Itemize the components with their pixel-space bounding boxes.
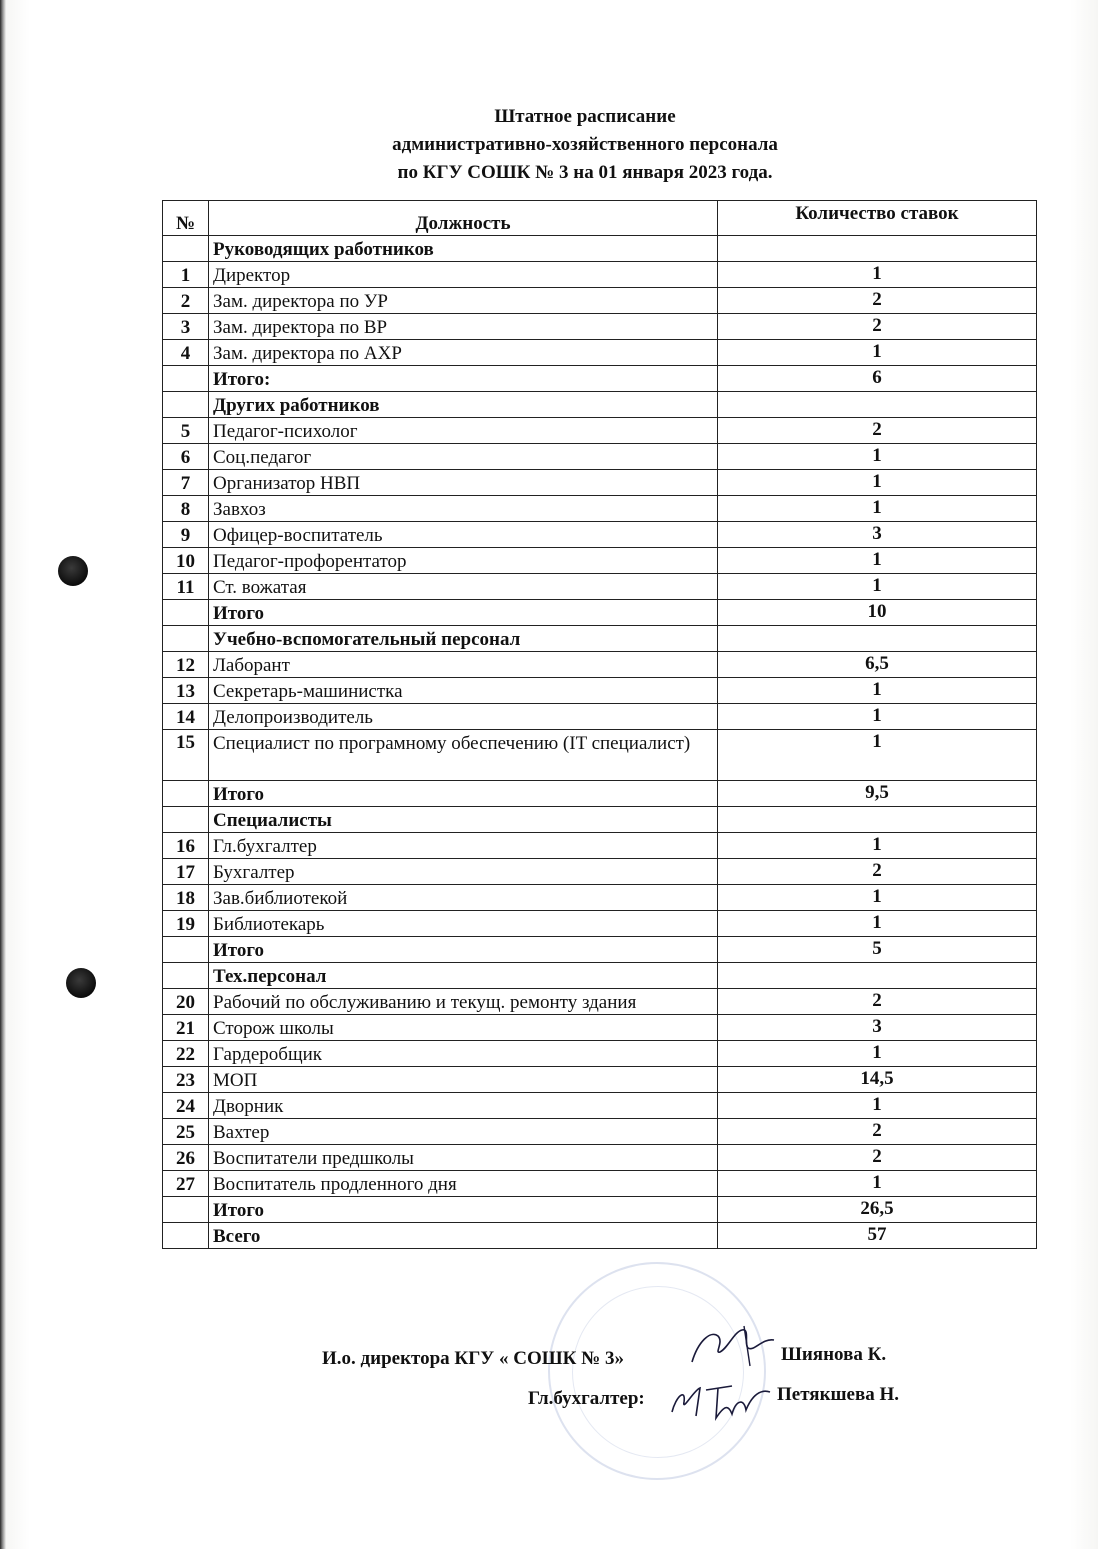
- table-body: [163, 236, 1037, 1249]
- section-title: Учебно-вспомогательный персонал: [209, 626, 718, 652]
- position-name: Сторож школы: [209, 1015, 718, 1041]
- position-name: Завхоз: [209, 496, 718, 522]
- position-name: МОП: [209, 1067, 718, 1093]
- quantity-value: 2: [718, 288, 1037, 314]
- table-row: [163, 1145, 1037, 1171]
- quantity-value: 2: [718, 314, 1037, 340]
- row-number: 1: [163, 262, 209, 288]
- header-quantity: Количество ставок: [718, 201, 1037, 236]
- table-row: [163, 340, 1037, 366]
- row-number: 27: [163, 1171, 209, 1197]
- row-number: 3: [163, 314, 209, 340]
- quantity-value: 2: [718, 859, 1037, 885]
- total-label: Итого: [209, 781, 718, 807]
- row-number: 20: [163, 989, 209, 1015]
- row-number: 18: [163, 885, 209, 911]
- quantity-value: 2: [718, 1119, 1037, 1145]
- quantity-value: 6,5: [718, 652, 1037, 678]
- section-title: Тех.персонал: [209, 963, 718, 989]
- quantity-value: 2: [718, 418, 1037, 444]
- section-row: [163, 392, 1037, 418]
- table-row: [163, 1119, 1037, 1145]
- position-name: Рабочий по обслуживанию и текущ. ремонту здания: [209, 989, 718, 1015]
- row-number: 25: [163, 1119, 209, 1145]
- table-row: [163, 911, 1037, 937]
- position-name: Педагог-профорентатор: [209, 548, 718, 574]
- quantity-value: 1: [718, 340, 1037, 366]
- row-number: [163, 937, 209, 963]
- position-name: Директор: [209, 262, 718, 288]
- quantity-value: 6: [718, 366, 1037, 392]
- row-number: [163, 807, 209, 833]
- position-name: Зам. директора по УР: [209, 288, 718, 314]
- quantity-value: 10: [718, 600, 1037, 626]
- table-row: [163, 859, 1037, 885]
- quantity-value: 1: [718, 1171, 1037, 1197]
- row-number: [163, 236, 209, 262]
- row-number: 8: [163, 496, 209, 522]
- section-row: [163, 236, 1037, 262]
- table-row: [163, 678, 1037, 704]
- row-number: [163, 1223, 209, 1249]
- quantity-value: 1: [718, 911, 1037, 937]
- row-number: [163, 366, 209, 392]
- position-name: Секретарь-машинистка: [209, 678, 718, 704]
- total-label: Итого: [209, 600, 718, 626]
- table-row: [163, 470, 1037, 496]
- row-number: 12: [163, 652, 209, 678]
- total-row: [163, 1197, 1037, 1223]
- table-row: [163, 574, 1037, 600]
- position-name: Воспитатели предшколы: [209, 1145, 718, 1171]
- document-title: [200, 103, 970, 187]
- quantity-value: [718, 963, 1037, 989]
- quantity-value: 2: [718, 1145, 1037, 1171]
- quantity-value: 26,5: [718, 1197, 1037, 1223]
- section-title: Специалисты: [209, 807, 718, 833]
- row-number: [163, 392, 209, 418]
- total-row: [163, 600, 1037, 626]
- quantity-value: 1: [718, 470, 1037, 496]
- table-row: [163, 730, 1037, 781]
- quantity-value: 1: [718, 548, 1037, 574]
- position-name: Делопроизводитель: [209, 704, 718, 730]
- row-number: 9: [163, 522, 209, 548]
- quantity-value: 1: [718, 262, 1037, 288]
- title-line-2: административно-хозяйственного персонала: [392, 134, 778, 155]
- row-number: 7: [163, 470, 209, 496]
- row-number: 17: [163, 859, 209, 885]
- table-row: [163, 444, 1037, 470]
- row-number: [163, 963, 209, 989]
- section-row: [163, 963, 1037, 989]
- quantity-value: 1: [718, 1041, 1037, 1067]
- punch-hole: [58, 556, 88, 586]
- table-row: [163, 314, 1037, 340]
- quantity-value: [718, 807, 1037, 833]
- quantity-value: 3: [718, 1015, 1037, 1041]
- total-row: [163, 1223, 1037, 1249]
- table-row: [163, 885, 1037, 911]
- row-number: 11: [163, 574, 209, 600]
- quantity-value: 1: [718, 885, 1037, 911]
- accountant-label: Гл.бухгалтер:: [528, 1388, 645, 1409]
- total-row: [163, 781, 1037, 807]
- total-label: Итого:: [209, 366, 718, 392]
- section-title: Других работников: [209, 392, 718, 418]
- table-row: [163, 522, 1037, 548]
- quantity-value: [718, 392, 1037, 418]
- quantity-value: 14,5: [718, 1067, 1037, 1093]
- position-name: Педагог-психолог: [209, 418, 718, 444]
- table-row: [163, 496, 1037, 522]
- position-name: Гардеробщик: [209, 1041, 718, 1067]
- table-row: [163, 833, 1037, 859]
- title-line-3: по КГУ СОШК № 3 на 01 января 2023 года.: [397, 162, 773, 183]
- table-row: [163, 652, 1037, 678]
- position-name: Бухгалтер: [209, 859, 718, 885]
- page-edge-shadow: [0, 0, 6, 1549]
- quantity-value: 1: [718, 833, 1037, 859]
- table-row: [163, 288, 1037, 314]
- quantity-value: 1: [718, 678, 1037, 704]
- table-row: [163, 1093, 1037, 1119]
- table-header-row: [163, 201, 1037, 236]
- quantity-value: 57: [718, 1223, 1037, 1249]
- table-row: [163, 1067, 1037, 1093]
- row-number: [163, 781, 209, 807]
- table-row: [163, 1171, 1037, 1197]
- position-name: Гл.бухгалтер: [209, 833, 718, 859]
- quantity-value: 1: [718, 1093, 1037, 1119]
- position-name: Зам. директора по АХР: [209, 340, 718, 366]
- position-name: Соц.педагог: [209, 444, 718, 470]
- position-name: Зам. директора по ВР: [209, 314, 718, 340]
- position-name: Лаборант: [209, 652, 718, 678]
- director-label: И.о. директора КГУ « СОШК № 3»: [322, 1348, 624, 1369]
- total-label: Всего: [209, 1223, 718, 1249]
- director-name: Шиянова К.: [781, 1344, 887, 1365]
- row-number: 10: [163, 548, 209, 574]
- quantity-value: [718, 236, 1037, 262]
- accountant-name: Петякшева Н.: [777, 1384, 900, 1405]
- table-row: [163, 1041, 1037, 1067]
- row-number: 14: [163, 704, 209, 730]
- position-name: Библиотекарь: [209, 911, 718, 937]
- table-row: [163, 704, 1037, 730]
- table-row: [163, 262, 1037, 288]
- quantity-value: 9,5: [718, 781, 1037, 807]
- director-signature: [684, 1322, 780, 1368]
- header-position: Должность: [209, 201, 718, 236]
- position-name: Организатор НВП: [209, 470, 718, 496]
- position-name: Вахтер: [209, 1119, 718, 1145]
- quantity-value: 2: [718, 989, 1037, 1015]
- row-number: 19: [163, 911, 209, 937]
- position-name: Специалист по програмному обеспечению (IT специалист): [209, 730, 718, 781]
- quantity-value: 1: [718, 730, 1037, 781]
- quantity-value: 5: [718, 937, 1037, 963]
- title-line-1: Штатное расписание: [494, 106, 676, 127]
- row-number: [163, 600, 209, 626]
- row-number: 2: [163, 288, 209, 314]
- accountant-signature: [666, 1378, 778, 1424]
- table-row: [163, 1015, 1037, 1041]
- row-number: 6: [163, 444, 209, 470]
- row-number: 23: [163, 1067, 209, 1093]
- section-row: [163, 807, 1037, 833]
- quantity-value: 1: [718, 444, 1037, 470]
- header-number: №: [163, 201, 209, 236]
- row-number: 13: [163, 678, 209, 704]
- quantity-value: 1: [718, 496, 1037, 522]
- section-row: [163, 626, 1037, 652]
- row-number: [163, 626, 209, 652]
- position-name: Офицер-воспитатель: [209, 522, 718, 548]
- row-number: 4: [163, 340, 209, 366]
- table-row: [163, 989, 1037, 1015]
- row-number: 21: [163, 1015, 209, 1041]
- table-row: [163, 418, 1037, 444]
- quantity-value: 3: [718, 522, 1037, 548]
- total-row: [163, 366, 1037, 392]
- row-number: [163, 1197, 209, 1223]
- punch-hole: [66, 968, 96, 998]
- row-number: 24: [163, 1093, 209, 1119]
- quantity-value: 1: [718, 574, 1037, 600]
- section-title: Руководящих работников: [209, 236, 718, 262]
- quantity-value: [718, 626, 1037, 652]
- position-name: Дворник: [209, 1093, 718, 1119]
- row-number: 15: [163, 730, 209, 781]
- official-stamp: [548, 1262, 766, 1480]
- quantity-value: 1: [718, 704, 1037, 730]
- total-label: Итого: [209, 1197, 718, 1223]
- position-name: Воспитатель продленного дня: [209, 1171, 718, 1197]
- total-row: [163, 937, 1037, 963]
- position-name: Ст. вожатая: [209, 574, 718, 600]
- position-name: Зав.библиотекой: [209, 885, 718, 911]
- table-row: [163, 548, 1037, 574]
- row-number: 22: [163, 1041, 209, 1067]
- total-label: Итого: [209, 937, 718, 963]
- staffing-table: [162, 200, 1037, 1249]
- row-number: 16: [163, 833, 209, 859]
- row-number: 5: [163, 418, 209, 444]
- row-number: 26: [163, 1145, 209, 1171]
